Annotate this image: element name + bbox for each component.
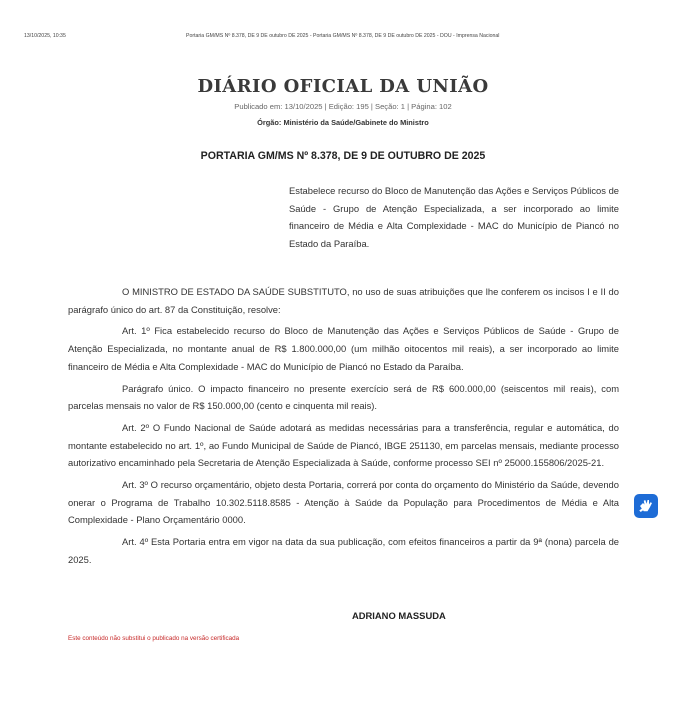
publication-meta: Publicado em: 13/10/2025 | Edição: 195 | Seção: 1 | Página: 102 <box>234 102 452 111</box>
signature: ADRIANO MASSUDA <box>352 610 446 621</box>
article-1-paragraph: Art. 1º Fica estabelecido recurso do Bloco de Manutenção das Ações e Serviços Públicos de Saúde - Grupo de Atenção Especializada, no montante anual de R$ 1.800.000,00 (um milhão oitocentos mil reais), a ser incorporado ao limite financeiro de Média e Alta Complexidade - MAC do Município de Piancó no Estado da Paraíba. <box>68 325 619 372</box>
vlibras-hand-icon <box>637 497 655 515</box>
article-2-paragraph: Art. 2º O Fundo Nacional de Saúde adotará as medidas necessárias para a transferência, regular e automática, do montante estabelecido no art. 1º, ao Fundo Municipal de Saúde de Piancó, IBGE 251130, em parcelas mensais, mediante processo autorizativo encaminhado pela Secretaria de Atenção Especializada à Saúde, conforme processo SEI nº 25000.155806/2025-21. <box>68 421 619 469</box>
print-page-title: Portaria GM/MS Nº 8.378, DE 9 DE outubro DE 2025 - Portaria GM/MS Nº 8.378, DE 9 DE outubro DE 2025 - DOU - Imprensa Nacional <box>186 33 500 39</box>
orgao-label: Órgão: <box>257 118 282 127</box>
vlibras-accessibility-button[interactable] <box>634 494 658 518</box>
masthead-title: DIÁRIO OFICIAL DA UNIÃO <box>197 76 489 97</box>
preamble-paragraph: O MINISTRO DE ESTADO DA SAÚDE SUBSTITUTO, no uso de suas atribuições que lhe conferem os incisos I e II do parágrafo único do art. 87 da Constituição, resolve: <box>68 286 619 315</box>
sole-paragraph: Parágrafo único. O impacto financeiro no presente exercício será de R$ 600.000,00 (seiscentos mil reais), com parcelas mensais no valor de R$ 150.000,00 (cento e cinquenta mil reais). <box>68 382 619 412</box>
disclaimer-text: Este conteúdo não substitui o publicado na versão certificada <box>68 635 240 642</box>
document-body <box>68 283 619 573</box>
orgao-value: Ministério da Saúde/Gabinete do Ministro <box>283 118 429 127</box>
print-header <box>24 33 662 41</box>
ementa: Estabelece recurso do Bloco de Manutenção das Ações e Serviços Públicos de Saúde - Grupo de Atenção Especializada, a ser incorporado ao limite financeiro de Média e Alta Complexidade - MAC do Município de Piancó no Estado da Paraíba. <box>289 185 619 250</box>
orgao-line <box>0 118 686 127</box>
article-4-paragraph: Art. 4º Esta Portaria entra em vigor na data da sua publicação, com efeitos financeiros a partir da 9ª (nona) parcela de 2025. <box>68 536 619 565</box>
article-3-paragraph: Art. 3º O recurso orçamentário, objeto desta Portaria, correrá por conta do orçamento do Ministério da Saúde, devendo onerar o Programa de Trabalho 10.302.5118.8585 - Atenção à Saúde da População para Procedimentos de Média e Alta Complexidade - Plano Orçamentário 0000. <box>68 479 619 526</box>
print-timestamp: 13/10/2025, 10:35 <box>24 33 66 39</box>
document-title: PORTARIA GM/MS Nº 8.378, DE 9 DE OUTUBRO DE 2025 <box>200 150 486 162</box>
